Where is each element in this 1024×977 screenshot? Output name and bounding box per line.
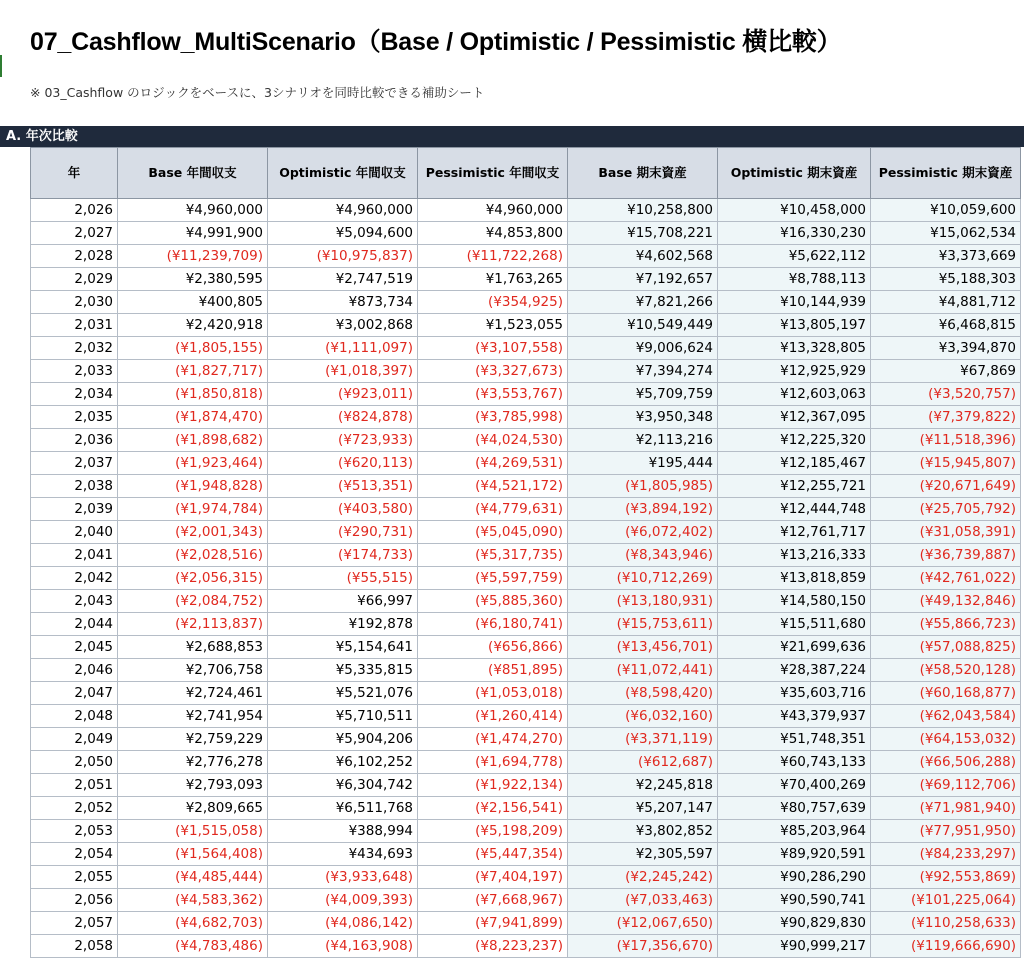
cell-optimistic-annual[interactable]: ¥5,154,641 xyxy=(268,636,418,659)
cell-base-assets[interactable]: ¥2,305,597 xyxy=(568,843,718,866)
cell-pessimistic-annual[interactable]: (¥3,785,998) xyxy=(418,406,568,429)
cell-year[interactable]: 2,042 xyxy=(31,567,118,590)
cell-pessimistic-assets[interactable]: (¥66,506,288) xyxy=(871,751,1021,774)
cell-base-assets[interactable]: ¥2,113,216 xyxy=(568,429,718,452)
cell-base-assets[interactable]: (¥12,067,650) xyxy=(568,912,718,935)
cell-pessimistic-assets[interactable]: (¥20,671,649) xyxy=(871,475,1021,498)
cell-optimistic-annual[interactable]: (¥4,009,393) xyxy=(268,889,418,912)
cell-year[interactable]: 2,053 xyxy=(31,820,118,843)
cell-base-assets[interactable]: (¥10,712,269) xyxy=(568,567,718,590)
cell-base-annual[interactable]: ¥2,741,954 xyxy=(118,705,268,728)
cell-base-assets[interactable]: (¥17,356,670) xyxy=(568,935,718,958)
cell-base-assets[interactable]: ¥3,950,348 xyxy=(568,406,718,429)
table-row xyxy=(31,544,1021,567)
cell-base-annual[interactable]: (¥2,084,752) xyxy=(118,590,268,613)
cell-pessimistic-annual[interactable]: (¥4,269,531) xyxy=(418,452,568,475)
cell-optimistic-assets[interactable]: ¥12,761,717 xyxy=(718,521,871,544)
header-base-assets[interactable]: Base 期末資産 xyxy=(568,148,718,199)
cell-base-assets[interactable]: ¥7,394,274 xyxy=(568,360,718,383)
cell-base-annual[interactable]: (¥2,056,315) xyxy=(118,567,268,590)
cell-base-assets[interactable]: (¥3,371,119) xyxy=(568,728,718,751)
cell-pessimistic-annual[interactable]: (¥656,866) xyxy=(418,636,568,659)
cell-pessimistic-assets[interactable]: (¥84,233,297) xyxy=(871,843,1021,866)
cell-pessimistic-annual[interactable]: (¥5,317,735) xyxy=(418,544,568,567)
table-row xyxy=(31,774,1021,797)
cell-pessimistic-assets[interactable]: (¥62,043,584) xyxy=(871,705,1021,728)
cell-pessimistic-annual[interactable]: (¥851,895) xyxy=(418,659,568,682)
cell-pessimistic-annual[interactable]: (¥1,260,414) xyxy=(418,705,568,728)
cell-optimistic-annual[interactable]: (¥4,086,142) xyxy=(268,912,418,935)
cell-base-assets[interactable]: ¥5,709,759 xyxy=(568,383,718,406)
cell-year[interactable]: 2,026 xyxy=(31,199,118,222)
cell-pessimistic-annual[interactable]: (¥5,045,090) xyxy=(418,521,568,544)
cell-optimistic-annual[interactable]: (¥4,163,908) xyxy=(268,935,418,958)
cell-base-annual[interactable]: (¥2,113,837) xyxy=(118,613,268,636)
cell-pessimistic-assets[interactable]: (¥60,168,877) xyxy=(871,682,1021,705)
cell-pessimistic-annual[interactable]: (¥3,107,558) xyxy=(418,337,568,360)
cell-optimistic-assets[interactable]: ¥90,999,217 xyxy=(718,935,871,958)
table-row xyxy=(31,682,1021,705)
cell-pessimistic-assets[interactable]: ¥3,394,870 xyxy=(871,337,1021,360)
cell-pessimistic-assets[interactable]: (¥3,520,757) xyxy=(871,383,1021,406)
cell-optimistic-annual[interactable]: ¥192,878 xyxy=(268,613,418,636)
table-row xyxy=(31,268,1021,291)
cell-optimistic-annual[interactable]: ¥873,734 xyxy=(268,291,418,314)
table-row xyxy=(31,199,1021,222)
cell-optimistic-annual[interactable]: ¥434,693 xyxy=(268,843,418,866)
cell-optimistic-assets[interactable]: ¥14,580,150 xyxy=(718,590,871,613)
table-row xyxy=(31,613,1021,636)
cell-optimistic-assets[interactable]: ¥8,788,113 xyxy=(718,268,871,291)
cell-optimistic-assets[interactable]: ¥12,603,063 xyxy=(718,383,871,406)
table-row xyxy=(31,475,1021,498)
cell-optimistic-assets[interactable]: ¥90,590,741 xyxy=(718,889,871,912)
cell-pessimistic-assets[interactable]: (¥77,951,950) xyxy=(871,820,1021,843)
cell-year[interactable]: 2,044 xyxy=(31,613,118,636)
cell-year[interactable]: 2,034 xyxy=(31,383,118,406)
cell-base-annual[interactable]: (¥4,783,486) xyxy=(118,935,268,958)
cell-base-assets[interactable]: ¥10,258,800 xyxy=(568,199,718,222)
cell-base-assets[interactable]: (¥11,072,441) xyxy=(568,659,718,682)
cell-optimistic-annual[interactable]: (¥1,111,097) xyxy=(268,337,418,360)
cell-pessimistic-assets[interactable]: (¥31,058,391) xyxy=(871,521,1021,544)
cell-base-assets[interactable]: ¥2,245,818 xyxy=(568,774,718,797)
cell-pessimistic-annual[interactable]: (¥5,885,360) xyxy=(418,590,568,613)
cell-year[interactable]: 2,030 xyxy=(31,291,118,314)
header-base-annual[interactable]: Base 年間収支 xyxy=(118,148,268,199)
cell-pessimistic-assets[interactable]: (¥69,112,706) xyxy=(871,774,1021,797)
cell-optimistic-annual[interactable]: ¥388,994 xyxy=(268,820,418,843)
cell-optimistic-assets[interactable]: ¥80,757,639 xyxy=(718,797,871,820)
cell-base-assets[interactable]: ¥7,821,266 xyxy=(568,291,718,314)
table-row xyxy=(31,521,1021,544)
cell-optimistic-annual[interactable]: ¥5,521,076 xyxy=(268,682,418,705)
cell-optimistic-annual[interactable]: ¥2,747,519 xyxy=(268,268,418,291)
cell-optimistic-assets[interactable]: ¥12,225,320 xyxy=(718,429,871,452)
annual-comparison-table xyxy=(30,147,1021,958)
cell-optimistic-annual[interactable]: ¥5,335,815 xyxy=(268,659,418,682)
cell-pessimistic-annual[interactable]: (¥5,447,354) xyxy=(418,843,568,866)
cell-year[interactable]: 2,054 xyxy=(31,843,118,866)
cell-optimistic-assets[interactable]: ¥89,920,591 xyxy=(718,843,871,866)
cell-optimistic-assets[interactable]: ¥60,743,133 xyxy=(718,751,871,774)
cell-year[interactable]: 2,055 xyxy=(31,866,118,889)
cell-optimistic-annual[interactable]: (¥174,733) xyxy=(268,544,418,567)
table-row xyxy=(31,912,1021,935)
cell-optimistic-annual[interactable]: (¥55,515) xyxy=(268,567,418,590)
cell-pessimistic-assets[interactable]: (¥58,520,128) xyxy=(871,659,1021,682)
cell-optimistic-assets[interactable]: ¥85,203,964 xyxy=(718,820,871,843)
cell-base-assets[interactable]: (¥8,343,946) xyxy=(568,544,718,567)
cell-base-annual[interactable]: (¥1,515,058) xyxy=(118,820,268,843)
cell-year[interactable]: 2,056 xyxy=(31,889,118,912)
cell-base-annual[interactable]: (¥1,898,682) xyxy=(118,429,268,452)
cell-optimistic-assets[interactable]: ¥13,818,859 xyxy=(718,567,871,590)
cell-base-assets[interactable]: ¥3,802,852 xyxy=(568,820,718,843)
cell-base-annual[interactable]: (¥1,874,470) xyxy=(118,406,268,429)
cell-year[interactable]: 2,033 xyxy=(31,360,118,383)
cell-optimistic-annual[interactable]: ¥3,002,868 xyxy=(268,314,418,337)
cell-pessimistic-annual[interactable]: (¥4,779,631) xyxy=(418,498,568,521)
cell-optimistic-assets[interactable]: ¥12,255,721 xyxy=(718,475,871,498)
cell-base-annual[interactable]: ¥4,960,000 xyxy=(118,199,268,222)
cell-optimistic-annual[interactable]: ¥5,094,600 xyxy=(268,222,418,245)
cell-base-assets[interactable]: (¥15,753,611) xyxy=(568,613,718,636)
cell-base-assets[interactable]: (¥3,894,192) xyxy=(568,498,718,521)
cell-pessimistic-assets[interactable]: ¥5,188,303 xyxy=(871,268,1021,291)
table-row xyxy=(31,291,1021,314)
table-row xyxy=(31,590,1021,613)
table-row xyxy=(31,659,1021,682)
table-row xyxy=(31,406,1021,429)
cell-year[interactable]: 2,039 xyxy=(31,498,118,521)
cell-base-annual[interactable]: ¥2,809,665 xyxy=(118,797,268,820)
table-row xyxy=(31,360,1021,383)
cell-optimistic-assets[interactable]: ¥90,829,830 xyxy=(718,912,871,935)
cell-year[interactable]: 2,027 xyxy=(31,222,118,245)
table-row xyxy=(31,429,1021,452)
cell-optimistic-assets[interactable]: ¥51,748,351 xyxy=(718,728,871,751)
cell-base-assets[interactable]: (¥7,033,463) xyxy=(568,889,718,912)
cell-base-assets[interactable]: ¥4,602,568 xyxy=(568,245,718,268)
cell-base-assets[interactable]: ¥15,708,221 xyxy=(568,222,718,245)
cell-pessimistic-annual[interactable]: (¥3,327,673) xyxy=(418,360,568,383)
cell-base-annual[interactable]: ¥2,793,093 xyxy=(118,774,268,797)
cell-base-annual[interactable]: (¥1,974,784) xyxy=(118,498,268,521)
cell-base-assets[interactable]: ¥7,192,657 xyxy=(568,268,718,291)
cell-optimistic-assets[interactable]: ¥70,400,269 xyxy=(718,774,871,797)
cell-base-annual[interactable]: ¥2,380,595 xyxy=(118,268,268,291)
table-row xyxy=(31,567,1021,590)
cell-pessimistic-assets[interactable]: (¥7,379,822) xyxy=(871,406,1021,429)
header-year[interactable]: 年 xyxy=(31,148,118,199)
cell-base-assets[interactable]: ¥10,549,449 xyxy=(568,314,718,337)
cell-year[interactable]: 2,058 xyxy=(31,935,118,958)
section-header: A. 年次比較 xyxy=(0,126,1024,147)
cell-base-annual[interactable]: ¥2,724,461 xyxy=(118,682,268,705)
table-row xyxy=(31,797,1021,820)
cell-pessimistic-assets[interactable]: (¥49,132,846) xyxy=(871,590,1021,613)
cell-optimistic-assets[interactable]: ¥12,185,467 xyxy=(718,452,871,475)
cell-pessimistic-assets[interactable]: ¥15,062,534 xyxy=(871,222,1021,245)
left-edge-marker xyxy=(0,55,2,77)
cell-base-annual[interactable]: ¥2,420,918 xyxy=(118,314,268,337)
cell-optimistic-annual[interactable]: ¥5,710,511 xyxy=(268,705,418,728)
cell-base-annual[interactable]: ¥2,688,853 xyxy=(118,636,268,659)
cell-pessimistic-assets[interactable]: ¥67,869 xyxy=(871,360,1021,383)
cell-base-assets[interactable]: ¥9,006,624 xyxy=(568,337,718,360)
cell-optimistic-assets[interactable]: ¥13,805,197 xyxy=(718,314,871,337)
cell-year[interactable]: 2,047 xyxy=(31,682,118,705)
cell-year[interactable]: 2,048 xyxy=(31,705,118,728)
cell-base-annual[interactable]: (¥1,564,408) xyxy=(118,843,268,866)
table-row xyxy=(31,935,1021,958)
cell-base-annual[interactable]: (¥1,805,155) xyxy=(118,337,268,360)
cell-optimistic-assets[interactable]: ¥28,387,224 xyxy=(718,659,871,682)
cell-optimistic-assets[interactable]: ¥13,328,805 xyxy=(718,337,871,360)
cell-pessimistic-assets[interactable]: (¥11,518,396) xyxy=(871,429,1021,452)
cell-year[interactable]: 2,037 xyxy=(31,452,118,475)
cell-base-annual[interactable]: ¥2,706,758 xyxy=(118,659,268,682)
cell-year[interactable]: 2,046 xyxy=(31,659,118,682)
sheet-title: 07_Cashflow_MultiScenario（Base / Optimistic / Pessimistic 横比較） xyxy=(30,28,842,56)
cell-base-annual[interactable]: ¥2,759,229 xyxy=(118,728,268,751)
cell-base-annual[interactable]: (¥4,682,703) xyxy=(118,912,268,935)
cell-pessimistic-assets[interactable]: ¥6,468,815 xyxy=(871,314,1021,337)
cell-base-annual[interactable]: (¥1,948,828) xyxy=(118,475,268,498)
cell-optimistic-annual[interactable]: (¥3,933,648) xyxy=(268,866,418,889)
cell-optimistic-annual[interactable]: (¥1,018,397) xyxy=(268,360,418,383)
cell-pessimistic-annual[interactable]: (¥7,941,899) xyxy=(418,912,568,935)
table-row xyxy=(31,314,1021,337)
cell-pessimistic-annual[interactable]: (¥7,668,967) xyxy=(418,889,568,912)
cell-year[interactable]: 2,045 xyxy=(31,636,118,659)
cell-optimistic-annual[interactable]: ¥6,304,742 xyxy=(268,774,418,797)
cell-base-annual[interactable]: (¥1,850,818) xyxy=(118,383,268,406)
cell-optimistic-assets[interactable]: ¥90,286,290 xyxy=(718,866,871,889)
cell-pessimistic-annual[interactable]: ¥4,960,000 xyxy=(418,199,568,222)
cell-pessimistic-annual[interactable]: ¥1,763,265 xyxy=(418,268,568,291)
cell-year[interactable]: 2,029 xyxy=(31,268,118,291)
cell-pessimistic-annual[interactable]: (¥5,597,759) xyxy=(418,567,568,590)
cell-base-annual[interactable]: (¥4,485,444) xyxy=(118,866,268,889)
cell-optimistic-annual[interactable]: (¥824,878) xyxy=(268,406,418,429)
cell-pessimistic-assets[interactable]: (¥101,225,064) xyxy=(871,889,1021,912)
cell-year[interactable]: 2,052 xyxy=(31,797,118,820)
table-row xyxy=(31,728,1021,751)
cell-base-annual[interactable]: ¥2,776,278 xyxy=(118,751,268,774)
cell-pessimistic-assets[interactable]: (¥119,666,690) xyxy=(871,935,1021,958)
table-row xyxy=(31,383,1021,406)
cell-pessimistic-annual[interactable]: (¥354,925) xyxy=(418,291,568,314)
cell-year[interactable]: 2,041 xyxy=(31,544,118,567)
table-row xyxy=(31,889,1021,912)
cell-pessimistic-assets[interactable]: (¥42,761,022) xyxy=(871,567,1021,590)
cell-pessimistic-annual[interactable]: (¥1,053,018) xyxy=(418,682,568,705)
cell-pessimistic-assets[interactable]: (¥71,981,940) xyxy=(871,797,1021,820)
cell-optimistic-annual[interactable]: (¥10,975,837) xyxy=(268,245,418,268)
cell-pessimistic-assets[interactable]: ¥4,881,712 xyxy=(871,291,1021,314)
cell-pessimistic-annual[interactable]: (¥7,404,197) xyxy=(418,866,568,889)
cell-base-assets[interactable]: (¥13,180,931) xyxy=(568,590,718,613)
cell-base-assets[interactable]: (¥8,598,420) xyxy=(568,682,718,705)
table-row xyxy=(31,705,1021,728)
cell-pessimistic-assets[interactable]: (¥55,866,723) xyxy=(871,613,1021,636)
table-row xyxy=(31,820,1021,843)
cell-optimistic-annual[interactable]: (¥723,933) xyxy=(268,429,418,452)
cell-pessimistic-annual[interactable]: (¥5,198,209) xyxy=(418,820,568,843)
header-optimistic-annual[interactable]: Optimistic 年間収支 xyxy=(268,148,418,199)
cell-pessimistic-annual[interactable]: (¥1,922,134) xyxy=(418,774,568,797)
cell-pessimistic-annual[interactable]: (¥1,474,270) xyxy=(418,728,568,751)
cell-optimistic-annual[interactable]: ¥6,102,252 xyxy=(268,751,418,774)
cell-optimistic-assets[interactable]: ¥43,379,937 xyxy=(718,705,871,728)
cell-year[interactable]: 2,040 xyxy=(31,521,118,544)
table-row xyxy=(31,636,1021,659)
cell-base-assets[interactable]: (¥6,032,160) xyxy=(568,705,718,728)
cell-year[interactable]: 2,035 xyxy=(31,406,118,429)
cell-pessimistic-annual[interactable]: (¥2,156,541) xyxy=(418,797,568,820)
cell-optimistic-annual[interactable]: (¥290,731) xyxy=(268,521,418,544)
table-row xyxy=(31,751,1021,774)
cell-base-annual[interactable]: (¥1,923,464) xyxy=(118,452,268,475)
cell-year[interactable]: 2,057 xyxy=(31,912,118,935)
cell-optimistic-assets[interactable]: ¥16,330,230 xyxy=(718,222,871,245)
table-row xyxy=(31,452,1021,475)
cell-base-assets[interactable]: ¥5,207,147 xyxy=(568,797,718,820)
cell-optimistic-annual[interactable]: ¥6,511,768 xyxy=(268,797,418,820)
cell-base-assets[interactable]: (¥6,072,402) xyxy=(568,521,718,544)
cell-pessimistic-annual[interactable]: (¥11,722,268) xyxy=(418,245,568,268)
cell-optimistic-annual[interactable]: (¥923,011) xyxy=(268,383,418,406)
cell-optimistic-assets[interactable]: ¥10,458,000 xyxy=(718,199,871,222)
cell-base-assets[interactable]: (¥612,687) xyxy=(568,751,718,774)
cell-year[interactable]: 2,043 xyxy=(31,590,118,613)
cell-optimistic-annual[interactable]: (¥403,580) xyxy=(268,498,418,521)
cell-optimistic-assets[interactable]: ¥15,511,680 xyxy=(718,613,871,636)
cell-pessimistic-assets[interactable]: (¥110,258,633) xyxy=(871,912,1021,935)
cell-year[interactable]: 2,038 xyxy=(31,475,118,498)
cell-year[interactable]: 2,031 xyxy=(31,314,118,337)
cell-optimistic-annual[interactable]: ¥66,997 xyxy=(268,590,418,613)
cell-pessimistic-assets[interactable]: (¥36,739,887) xyxy=(871,544,1021,567)
table-row xyxy=(31,866,1021,889)
cell-pessimistic-assets[interactable]: (¥57,088,825) xyxy=(871,636,1021,659)
cell-optimistic-assets[interactable]: ¥5,622,112 xyxy=(718,245,871,268)
cell-pessimistic-assets[interactable]: (¥15,945,807) xyxy=(871,452,1021,475)
cell-optimistic-assets[interactable]: ¥13,216,333 xyxy=(718,544,871,567)
table-row xyxy=(31,245,1021,268)
cell-optimistic-annual[interactable]: (¥513,351) xyxy=(268,475,418,498)
header-pessimistic-assets[interactable]: Pessimistic 期末資産 xyxy=(871,148,1021,199)
cell-year[interactable]: 2,028 xyxy=(31,245,118,268)
cell-optimistic-assets[interactable]: ¥12,367,095 xyxy=(718,406,871,429)
cell-pessimistic-assets[interactable]: ¥10,059,600 xyxy=(871,199,1021,222)
sheet-note: ※ 03_Cashflow のロジックをベースに、3シナリオを同時比較できる補助シート xyxy=(30,85,485,100)
cell-pessimistic-annual[interactable]: (¥3,553,767) xyxy=(418,383,568,406)
cell-year[interactable]: 2,036 xyxy=(31,429,118,452)
cell-pessimistic-assets[interactable]: ¥3,373,669 xyxy=(871,245,1021,268)
cell-year[interactable]: 2,051 xyxy=(31,774,118,797)
cell-optimistic-assets[interactable]: ¥12,444,748 xyxy=(718,498,871,521)
cell-year[interactable]: 2,050 xyxy=(31,751,118,774)
cell-base-annual[interactable]: (¥11,239,709) xyxy=(118,245,268,268)
cell-pessimistic-assets[interactable]: (¥92,553,869) xyxy=(871,866,1021,889)
cell-base-annual[interactable]: (¥2,028,516) xyxy=(118,544,268,567)
cell-pessimistic-annual[interactable]: (¥8,223,237) xyxy=(418,935,568,958)
cell-year[interactable]: 2,049 xyxy=(31,728,118,751)
table-row xyxy=(31,498,1021,521)
cell-pessimistic-annual[interactable]: (¥1,694,778) xyxy=(418,751,568,774)
cell-base-assets[interactable]: (¥1,805,985) xyxy=(568,475,718,498)
cell-optimistic-assets[interactable]: ¥35,603,716 xyxy=(718,682,871,705)
cell-optimistic-annual[interactable]: ¥4,960,000 xyxy=(268,199,418,222)
cell-pessimistic-assets[interactable]: (¥25,705,792) xyxy=(871,498,1021,521)
header-pessimistic-annual[interactable]: Pessimistic 年間収支 xyxy=(418,148,568,199)
cell-pessimistic-annual[interactable]: (¥4,521,172) xyxy=(418,475,568,498)
table-body xyxy=(31,199,1021,958)
table-row xyxy=(31,222,1021,245)
cell-pessimistic-annual[interactable]: (¥4,024,530) xyxy=(418,429,568,452)
cell-optimistic-assets[interactable]: ¥10,144,939 xyxy=(718,291,871,314)
cell-pessimistic-annual[interactable]: ¥1,523,055 xyxy=(418,314,568,337)
cell-base-annual[interactable]: (¥1,827,717) xyxy=(118,360,268,383)
cell-year[interactable]: 2,032 xyxy=(31,337,118,360)
cell-pessimistic-annual[interactable]: (¥6,180,741) xyxy=(418,613,568,636)
cell-base-annual[interactable]: ¥400,805 xyxy=(118,291,268,314)
cell-base-assets[interactable]: ¥195,444 xyxy=(568,452,718,475)
cell-pessimistic-annual[interactable]: ¥4,853,800 xyxy=(418,222,568,245)
cell-optimistic-annual[interactable]: (¥620,113) xyxy=(268,452,418,475)
cell-base-annual[interactable]: (¥2,001,343) xyxy=(118,521,268,544)
cell-optimistic-assets[interactable]: ¥12,925,929 xyxy=(718,360,871,383)
table-row xyxy=(31,337,1021,360)
header-row xyxy=(31,148,1021,199)
cell-pessimistic-assets[interactable]: (¥64,153,032) xyxy=(871,728,1021,751)
table-row xyxy=(31,843,1021,866)
header-optimistic-assets[interactable]: Optimistic 期末資産 xyxy=(718,148,871,199)
cell-base-assets[interactable]: (¥2,245,242) xyxy=(568,866,718,889)
cell-base-annual[interactable]: (¥4,583,362) xyxy=(118,889,268,912)
cell-base-annual[interactable]: ¥4,991,900 xyxy=(118,222,268,245)
cell-base-assets[interactable]: (¥13,456,701) xyxy=(568,636,718,659)
cell-optimistic-annual[interactable]: ¥5,904,206 xyxy=(268,728,418,751)
cell-optimistic-assets[interactable]: ¥21,699,636 xyxy=(718,636,871,659)
